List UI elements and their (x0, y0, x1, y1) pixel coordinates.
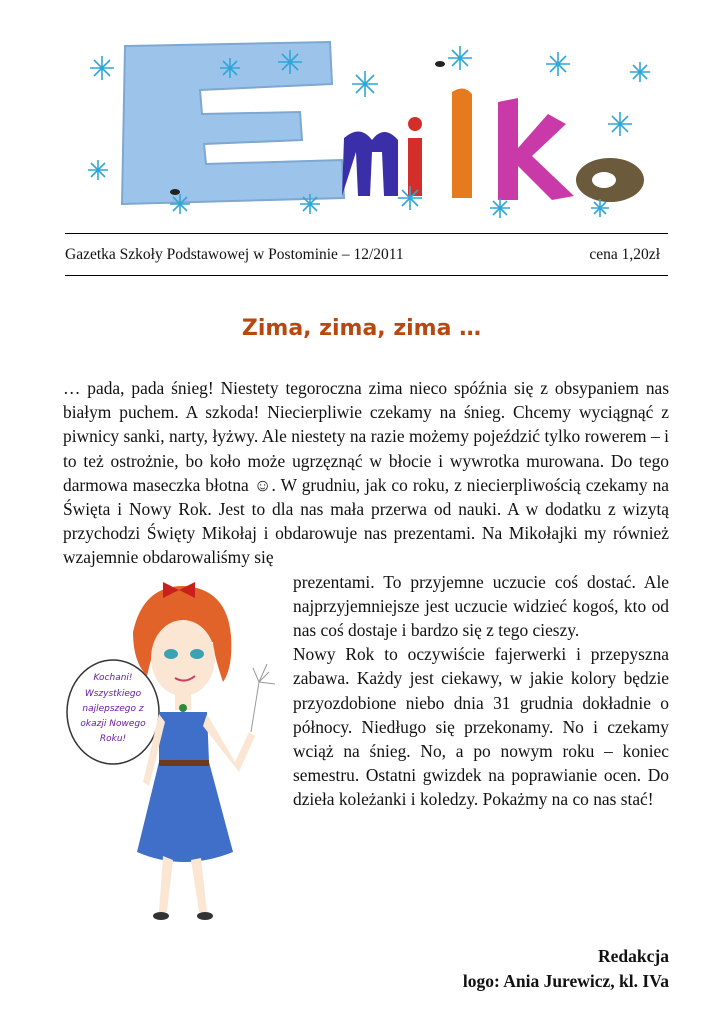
necklace (179, 704, 187, 712)
left-shoe (153, 912, 169, 920)
girl-drawing (63, 572, 287, 932)
signature (463, 944, 669, 994)
right-shoe (197, 912, 213, 920)
right-leg (191, 858, 207, 912)
left-leg (159, 856, 173, 912)
logo-letter-e (122, 42, 344, 204)
article-paragraph-1 (63, 376, 669, 570)
bubble-line-1: Kochani! (93, 672, 133, 683)
article-paragraph-2: Nowy Rok to oczywiście fajerwerki i przepyszna zabawa. Każdy jest ciekawy, w jakie kolory będzie przyozdobione niebo dnia 31 grudnia dokładnie o północy. Niedługo się przekonamy. No i czekamy wciąż na śnieg. No, a po nowym roku – koniec semestru. Ostatni gwizdek na poprawianie ocen. Do dzieła koleżanki i koledzy. Pokażmy na co nas stać! (293, 644, 669, 810)
article-body (63, 376, 669, 932)
logo-letter-k (498, 98, 574, 200)
right-arm (203, 714, 255, 772)
masthead-bottom-rule (65, 275, 668, 276)
girl-illustration (63, 572, 287, 932)
logo-letter-m (342, 131, 398, 196)
article-title: Zima, zima, zima … (241, 316, 482, 341)
sparkler (251, 664, 275, 732)
article-paragraph-1-text: … pada, pada śnieg! Niestety tegoroczna zima nieco spóźnia się z obsypaniem nas białym puchem. A szkoda! Niecierpliwie czekamy na śnieg. Chcemy wyciągnąć z piwnicy sanki, narty, łyżwy. Ale niestety na razie możemy pojeździć tylko rowerem – i to też ostrożnie, bo koło może ugrzęznąć w błocie i wywrotka murowana. Do tego darmowa maseczka błotna ☺. W grudniu, jak co roku, z niecierpliwością czekamy na Święta i Nowy Rok. Jest to dla nas mała przerwa od nauki. A w dodatku z wizytą przychodzi Święty Mikołaj i obdarowuje nas prezentami. Na Mikołajki my również wzajemnie obdarowaliśmy się (63, 378, 669, 568)
masthead (65, 246, 668, 264)
signature-logo-credit: logo: Ania Jurewicz, kl. IVa (462, 971, 669, 991)
face (151, 620, 215, 696)
bubble-line-5: Roku! (99, 733, 127, 744)
masthead-publication: Gazetka Szkoły Podstawowej w Postominie – 12/2011 (65, 246, 404, 263)
bubble-line-4: okazji Nowego (80, 718, 146, 729)
masthead-top-rule (65, 233, 668, 234)
logo-letter-l (452, 88, 472, 198)
emilka-logo (80, 28, 660, 218)
belt (159, 760, 209, 766)
bubble-line-2: Wszystkiego (84, 688, 142, 699)
emilka-logo-drawing (80, 28, 660, 218)
bubble-line-3: najlepszego z (82, 703, 144, 714)
article-paragraph-1-continued: prezentami. To przyjemne uczucie coś dostać. Ale najprzyjemniejsze jest uczucie widzieć kogoś, kto od nas coś dostaje i bardzo się z tego cieszy. (293, 571, 669, 641)
masthead-price: cena 1,20zł (589, 246, 660, 263)
signature-editorial: Redakcja (598, 946, 669, 966)
